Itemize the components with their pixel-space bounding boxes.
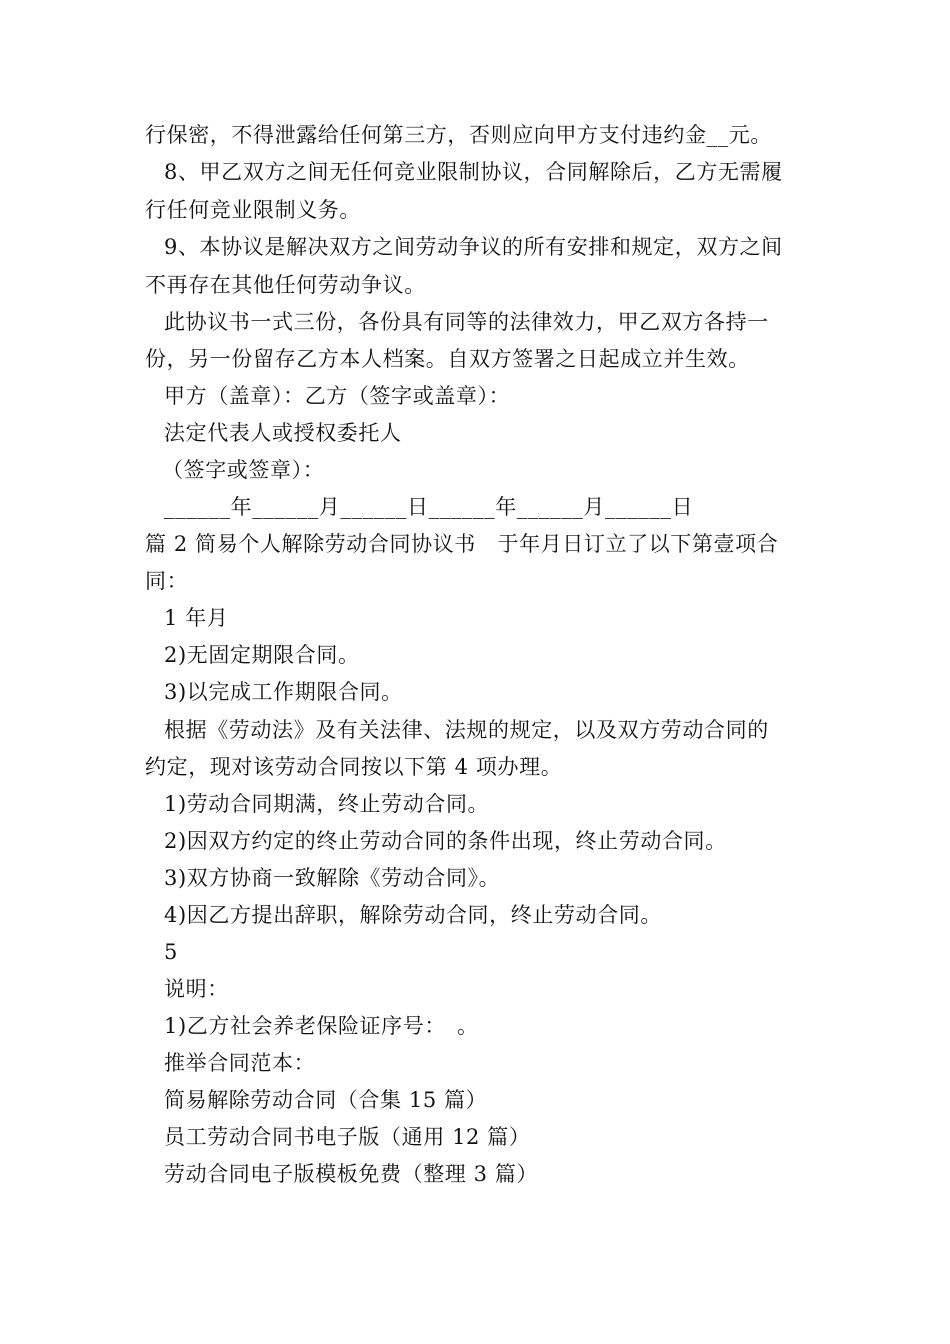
- legal-representative: 法定代表人或授权委托人: [164, 421, 402, 445]
- copies-line-2: 份，另一份留存乙方本人档案。自双方签署之日起成立并生效。: [145, 347, 750, 371]
- list-item: 5: [164, 940, 178, 964]
- recommended-heading: 推举合同范本：: [164, 1051, 316, 1075]
- clause-8-line-2: 行任何竞业限制义务。: [145, 198, 361, 222]
- list-item: 3)以完成工作期限合同。: [164, 680, 403, 704]
- copies-line-1: 此协议书一式三份，各份具有同等的法律效力，甲乙双方各持一: [164, 310, 769, 334]
- text-line: 行保密，不得泄露给任何第三方，否则应向甲方支付违约金__元。: [145, 123, 772, 147]
- date-line: ______年______月______日______年______月______日: [164, 495, 694, 519]
- clause-8-line-1: 8、甲乙双方之间无任何竞业限制协议，合同解除后，乙方无需履: [164, 160, 783, 184]
- clause-9-line-1: 9、本协议是解决双方之间劳动争议的所有安排和规定，双方之间: [164, 235, 783, 259]
- recommended-link-1[interactable]: 简易解除劳动合同（合集 15 篇）: [164, 1088, 488, 1112]
- signature-note: （签字或签章）：: [162, 458, 325, 482]
- recommended-link-3[interactable]: 劳动合同电子版模板免费（整理 3 篇）: [164, 1162, 539, 1186]
- list-item: 2)无固定期限合同。: [164, 643, 360, 667]
- basis-line-2: 约定，现对该劳动合同按以下第 4 项办理。: [145, 755, 563, 779]
- list-item: 1 年月: [164, 606, 229, 630]
- recommended-link-2[interactable]: 员工劳动合同书电子版（通用 12 篇）: [164, 1125, 531, 1149]
- signature-parties: 甲方（盖章）：乙方（签字或盖章）：: [164, 384, 511, 408]
- basis-line-1: 根据《劳动法》及有关法律、法规的规定，以及双方劳动合同的: [164, 718, 769, 742]
- notes-item: 1)乙方社会养老保险证序号： 。: [164, 1014, 479, 1038]
- section-2-title: 篇 2 简易个人解除劳动合同协议书 于年月日订立了以下第壹项合: [145, 532, 779, 556]
- list-item: 1)劳动合同期满，终止劳动合同。: [164, 792, 490, 816]
- notes-heading: 说明：: [164, 977, 229, 1001]
- list-item: 4)因乙方提出辞职，解除劳动合同，终止劳动合同。: [164, 903, 662, 927]
- list-item: 2)因双方约定的终止劳动合同的条件出现，终止劳动合同。: [164, 829, 727, 853]
- clause-9-line-2: 不再存在其他任何劳动争议。: [145, 273, 426, 297]
- section-2-title-cont: 同：: [145, 569, 189, 593]
- list-item: 3)双方协商一致解除《劳动合同》。: [164, 866, 501, 890]
